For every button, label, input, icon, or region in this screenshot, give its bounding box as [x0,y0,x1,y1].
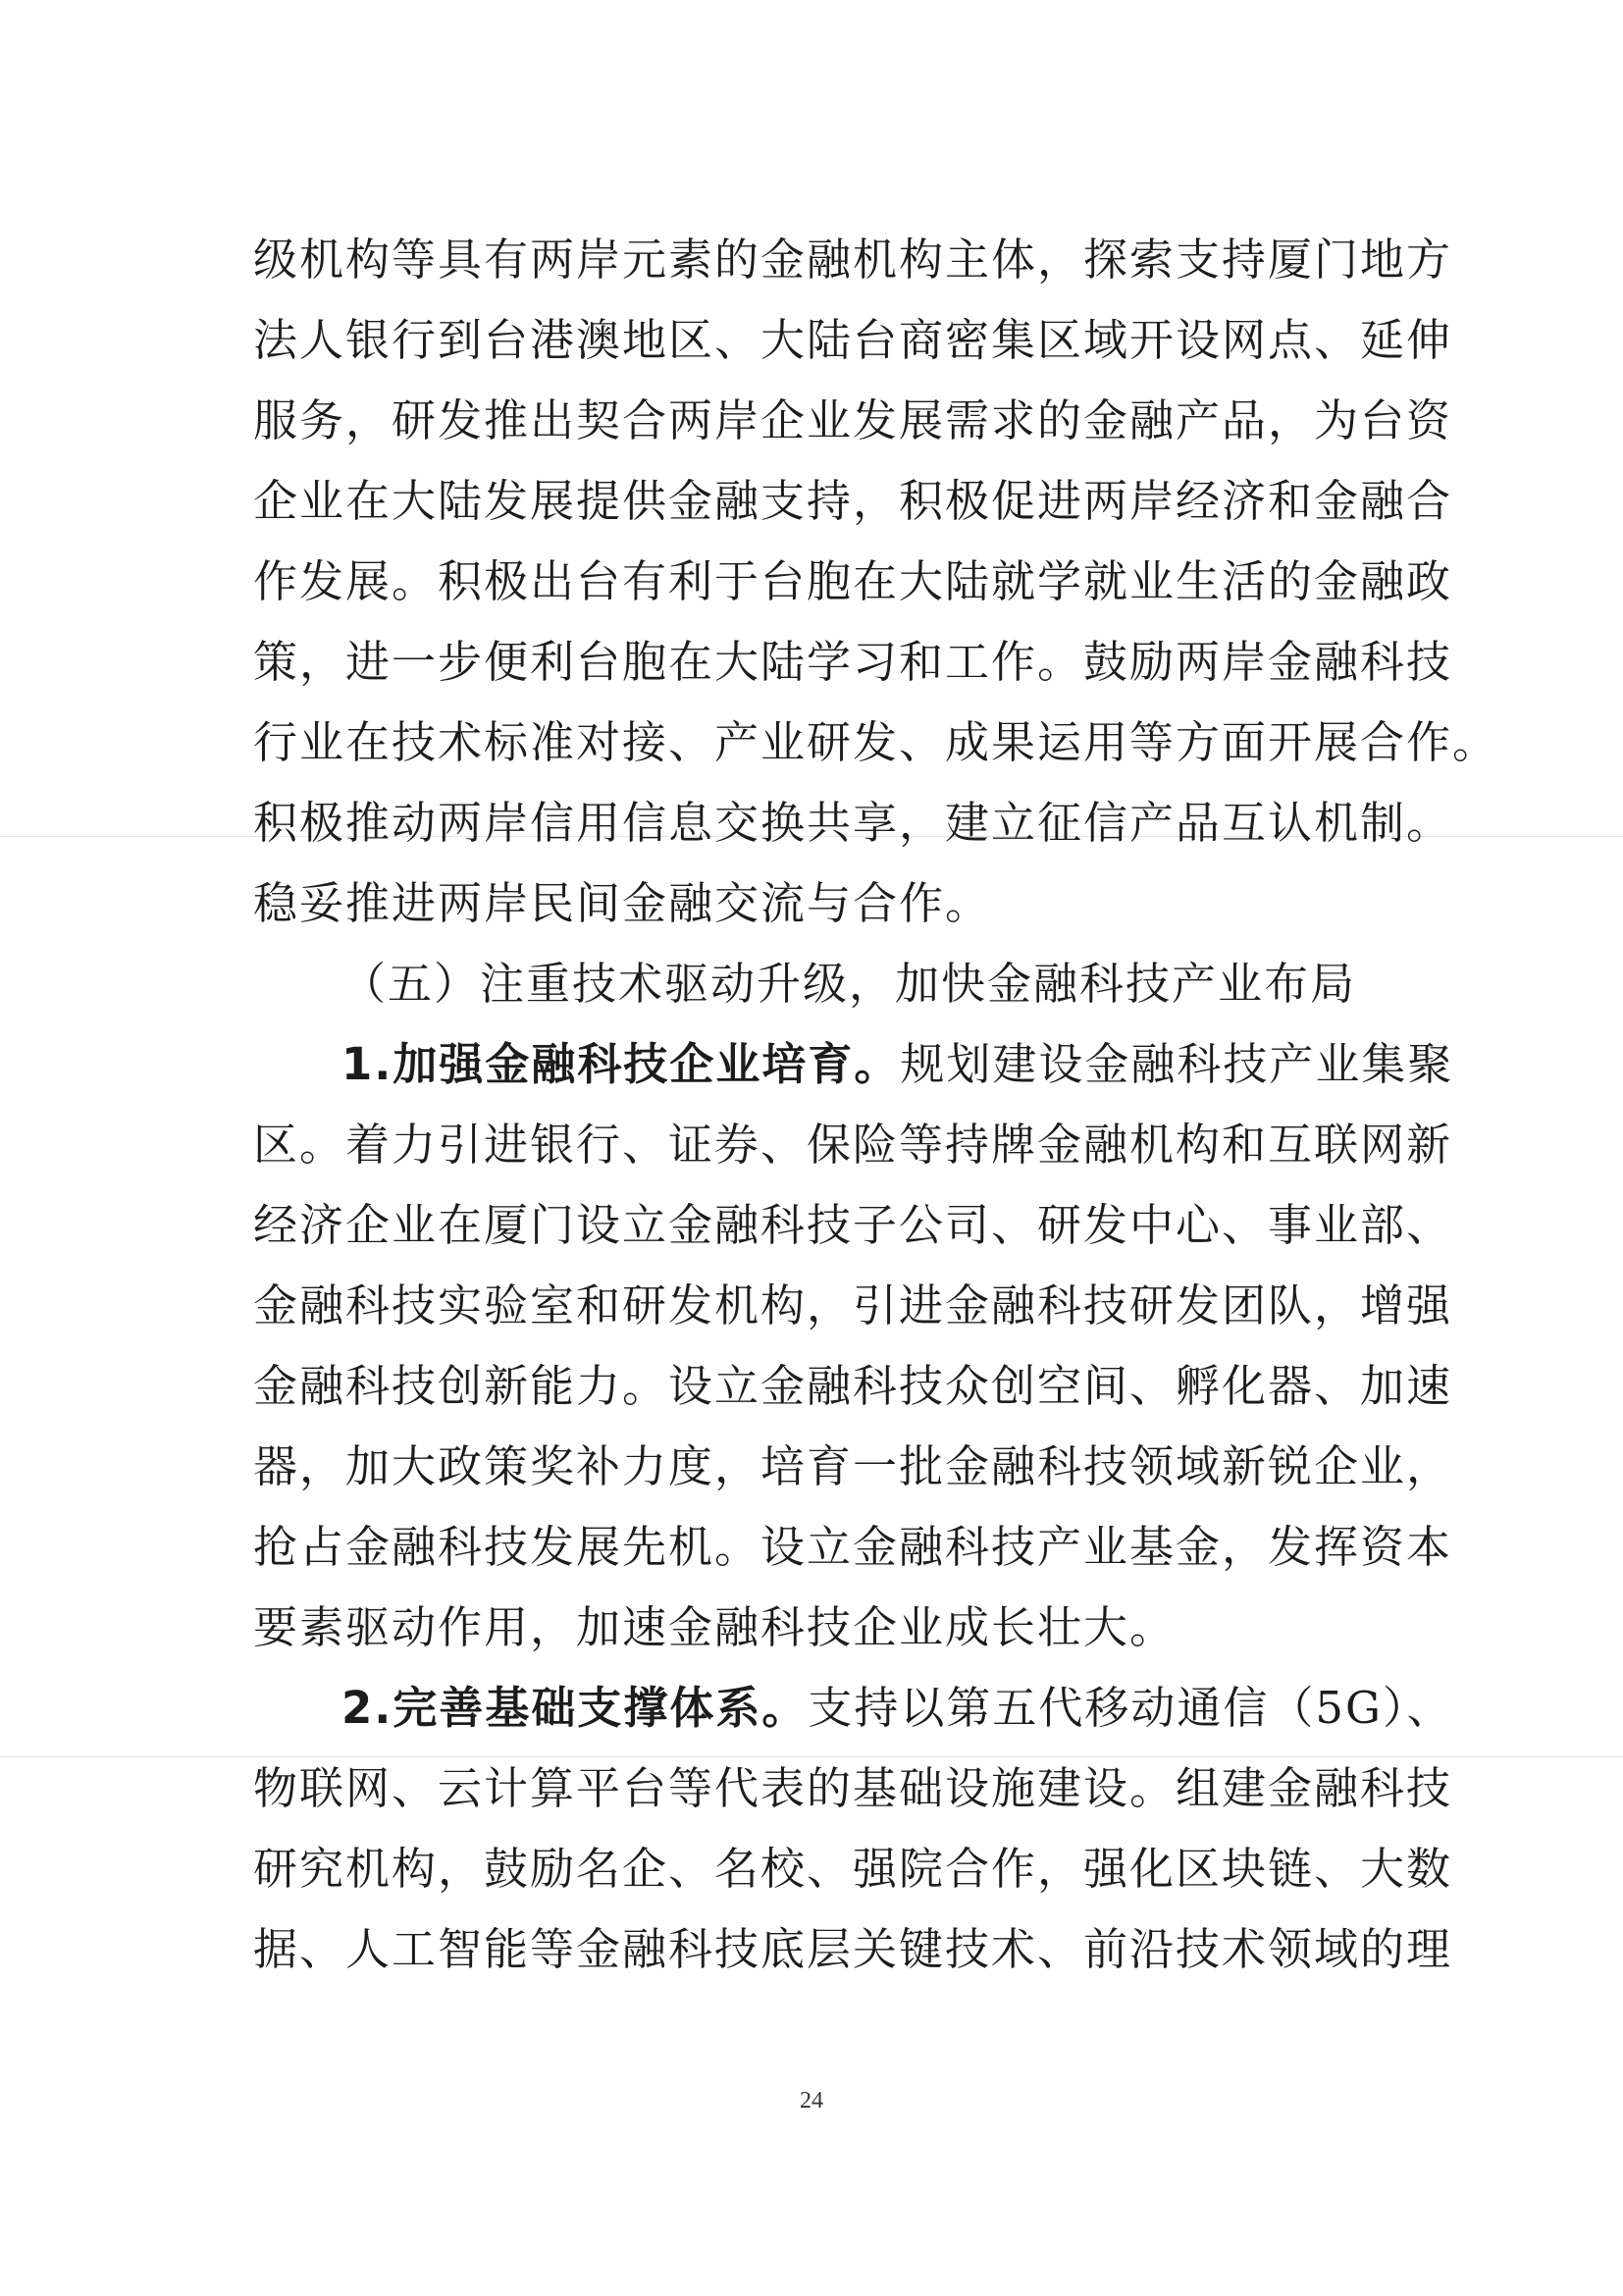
text-line: 研究机构，鼓励名企、名校、强院合作，强化区块链、大数 [253,1843,1453,1895]
text-line: 抢占金融科技发展先机。设立金融科技产业基金，发挥资本 [253,1521,1453,1573]
text-line: 器，加大政策奖补力度，培育一批金融科技领域新锐企业， [253,1440,1453,1492]
text-line: 物联网、云计算平台等代表的基础设施建设。组建金融科技 [253,1762,1453,1814]
paragraph-first-line-text: 规划建设金融科技产业集聚 [900,1038,1454,1090]
text-line: 经济企业在厦门设立金融科技子公司、研发中心、事业部、 [253,1199,1453,1251]
page-number: 24 [800,2088,823,2113]
section-heading: （五）注重技术驱动升级，加快金融科技产业布局 [341,958,1357,1010]
paragraph-lead: 1.加强金融科技企业培育。 [341,1038,901,1090]
text-line: 级机构等具有两岸元素的金融机构主体，探索支持厦门地方 [253,234,1453,286]
body-text [253,220,1499,1990]
text-line: 金融科技实验室和研发机构，引进金融科技研发团队，增强 [253,1279,1453,1331]
text-line: 金融科技创新能力。设立金融科技众创空间、孵化器、加速 [253,1360,1453,1412]
text-line: 法人银行到台港澳地区、大陆台商密集区域开设网点、延伸 [253,314,1453,366]
text-line: 稳妥推进两岸民间金融交流与合作。 [253,877,992,929]
text-line: 要素驱动作用，加速金融科技企业成长壮大。 [253,1601,1177,1653]
paragraph-first-line-text: 支持以第五代移动通信（5G）、 [808,1682,1453,1734]
text-line: 据、人工智能等金融科技底层关键技术、前沿技术领域的理 [253,1923,1453,1975]
text-line: 积极推动两岸信用信息交换共享，建立征信产品互认机制。 [253,797,1453,849]
text-line: 服务，研发推出契合两岸企业发展需求的金融产品，为台资 [253,394,1453,446]
paragraph-lead: 2.完善基础支撑体系。 [341,1682,809,1734]
text-line: 行业在技术标准对接、产业研发、成果运用等方面开展合作。 [253,716,1499,768]
paragraph-first-line [253,1668,1453,1748]
text-line: 区。着力引进银行、证券、保险等持牌金融机构和互联网新 [253,1119,1453,1171]
text-line: 策，进一步便利台胞在大陆学习和工作。鼓励两岸金融科技 [253,636,1453,688]
text-line: 作发展。积极出台有利于台胞在大陆就学就业生活的金融政 [253,555,1453,607]
paragraph-first-line [253,1024,1454,1105]
text-line: 企业在大陆发展提供金融支持，积极促进两岸经济和金融合 [253,475,1453,527]
